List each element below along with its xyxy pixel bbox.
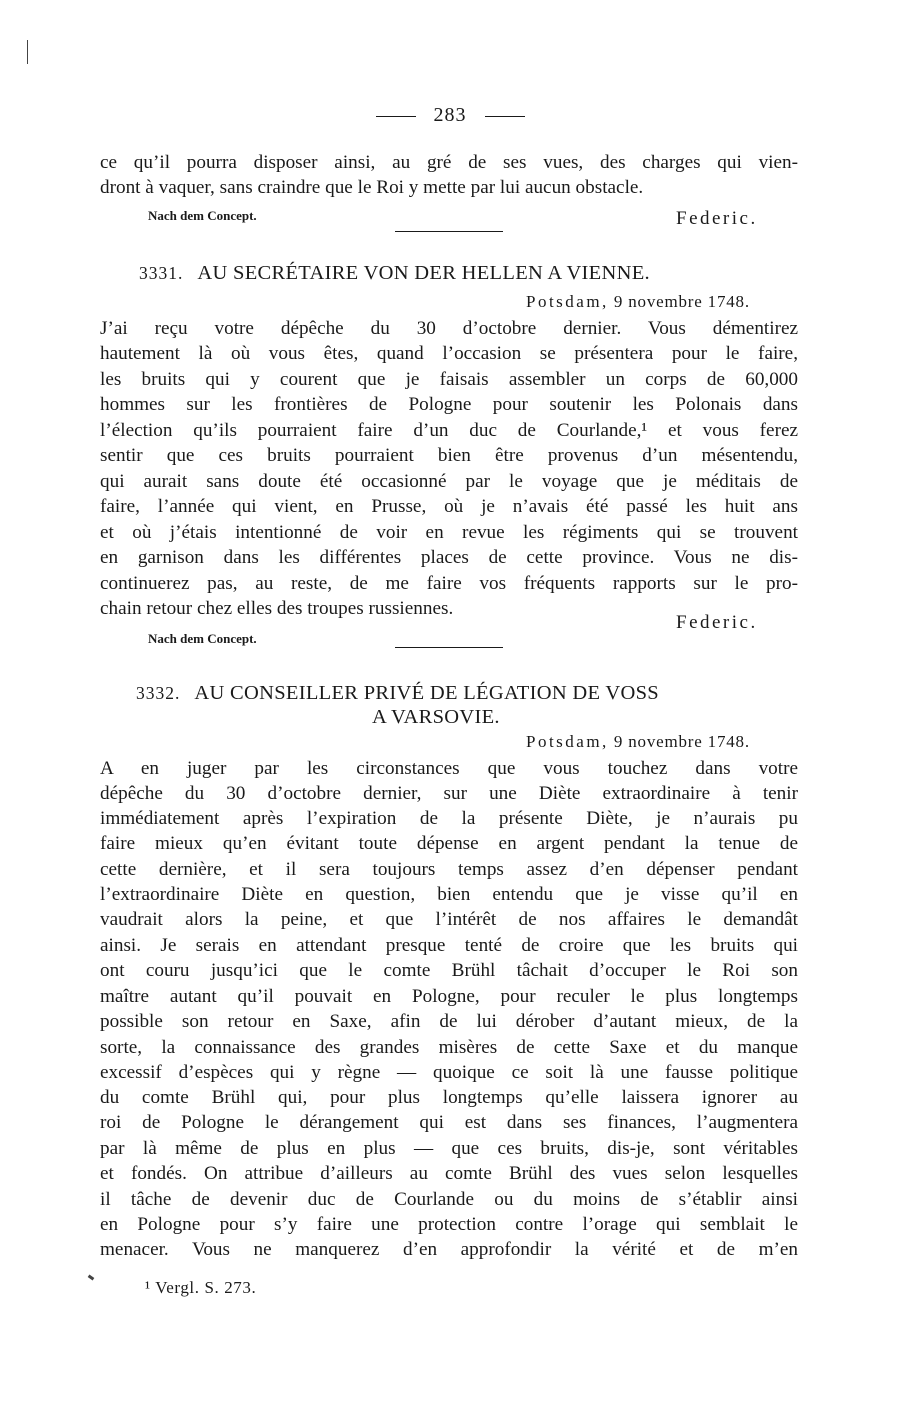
text-line: et où j’étais intentionné de voir en revue les régiments qui se trouvent — [100, 522, 798, 543]
dateline-date: 9 novembre 1748. — [613, 292, 750, 311]
text-line: du comte Brühl qui, pour plus longtemps qu’elle laissera ignorer au — [100, 1087, 798, 1108]
text-line: faire, l’année qui vient, en Prusse, où je n’avais été passé les huit ans — [100, 496, 798, 517]
text-line: hautement là où vous êtes, quand l’occasion se présentera pour le faire, — [100, 343, 798, 364]
letter-title: AU SECRÉTAIRE VON DER HELLEN A VIENNE. — [197, 262, 650, 284]
signature: Federic. — [676, 208, 758, 229]
text-line: dépêche du 30 d’octobre dernier, sur une Diète extraordinaire à tenir — [100, 783, 798, 804]
text-line: l’élection qu’ils pourraient faire d’un duc de Courlande,¹ et vous ferez — [100, 420, 798, 441]
text-line: ainsi. Je serais en attendant presque tenté de croire que les bruits qui — [100, 935, 798, 956]
page-number: 283 — [433, 104, 467, 126]
scan-mark — [88, 1275, 95, 1281]
letter-heading — [136, 682, 659, 705]
letter-heading — [139, 262, 650, 285]
letter-title: AU CONSEILLER PRIVÉ DE LÉGATION DE VOSS — [194, 682, 659, 704]
dateline-place: Potsdam, — [526, 292, 609, 311]
text-line: qui aurait sans doute été occasionné par le voyage que je méditais de — [100, 471, 798, 492]
text-line: et fondés. On attribue d’ailleurs au comte Brühl des vues selon lesquelles — [100, 1163, 798, 1184]
text-line: il tâche de devenir duc de Courlande ou du moins de s’établir ainsi — [100, 1189, 798, 1210]
text-line: A en juger par les circonstances que vous touchez dans votre — [100, 758, 798, 779]
source-note: Nach dem Concept. — [148, 631, 257, 646]
text-line: faire mieux qu’en évitant toute dépense en argent pendant la tenue de — [100, 833, 798, 854]
divider-rule — [395, 647, 503, 648]
text-line: ont couru jusqu’ici que le comte Brühl tâchait d’occuper le Roi son — [100, 960, 798, 981]
dateline — [526, 732, 750, 752]
header-dash-right — [485, 116, 525, 117]
letter-title-continued: A VARSOVIE. — [372, 706, 500, 728]
text-line: l’extraordinaire Diète en question, bien entendu que je visse qu’il en — [100, 884, 798, 905]
text-line: maître autant qu’il pouvait en Pologne, pour reculer le plus longtemps — [100, 986, 798, 1007]
dateline-place: Potsdam, — [526, 732, 609, 751]
text-line: possible son retour en Saxe, afin de lui dérober d’autant mieux, de la — [100, 1011, 798, 1032]
divider-rule — [395, 231, 503, 232]
text-line: en Pologne pour s’y faire une protection contre l’orage qui semblait le — [100, 1214, 798, 1235]
text-line: J’ai reçu votre dépêche du 30 d’octobre dernier. Vous démentirez — [100, 318, 798, 339]
text-line: vaudrait alors la peine, et que l’intérêt de nos affaires le demandât — [100, 909, 798, 930]
footnote: ¹ Vergl. S. 273. — [145, 1278, 257, 1297]
dateline-date: 9 novembre 1748. — [613, 732, 750, 751]
letter-number: 3332. — [136, 683, 181, 703]
text-line: les bruits qui y courent que je faisais assembler un corps de 60,000 — [100, 369, 798, 390]
text-line: immédiatement après l’expiration de la présente Diète, je n’aurais pu — [100, 808, 798, 829]
text-line: sorte, la connaissance des grandes misères de cette Saxe et du manque — [100, 1037, 798, 1058]
signature: Federic. — [676, 612, 758, 633]
page-number-header — [0, 104, 900, 127]
text-line: chain retour chez elles des troupes russiennes. — [100, 598, 454, 619]
text-line: menacer. Vous ne manquerez d’en approfondir la vérité et de m’en — [100, 1239, 798, 1260]
text-line: roi de Pologne le dérangement qui est dans ses finances, l’augmentera — [100, 1112, 798, 1133]
text-line: hommes sur les frontières de Pologne pour soutenir les Polonais dans — [100, 394, 798, 415]
dateline — [526, 292, 750, 312]
text-line: excessif d’espèces qui y règne — quoique ce soit là une fausse politique — [100, 1062, 798, 1083]
text-line: dront à vaquer, sans craindre que le Roi y mette par lui aucun obstacle. — [100, 177, 644, 198]
text-line: par là même de plus en plus — que ces bruits, dis-je, sont véritables — [100, 1138, 798, 1159]
header-dash-left — [376, 116, 416, 117]
text-line: cette dernière, et il sera toujours temps assez d’en dépenser pendant — [100, 859, 798, 880]
source-note: Nach dem Concept. — [148, 208, 257, 223]
letter-number: 3331. — [139, 263, 184, 283]
text-line: ce qu’il pourra disposer ainsi, au gré de ses vues, des charges qui vien- — [100, 152, 798, 173]
text-line: continuerez pas, au reste, de me faire vos fréquents rapports sur le pro- — [100, 573, 798, 594]
text-line: sentir que ces bruits pourraient bien être provenus d’un mésentendu, — [100, 445, 798, 466]
scan-mark — [27, 40, 28, 64]
text-line: en garnison dans les différentes places de cette province. Vous ne dis- — [100, 547, 798, 568]
